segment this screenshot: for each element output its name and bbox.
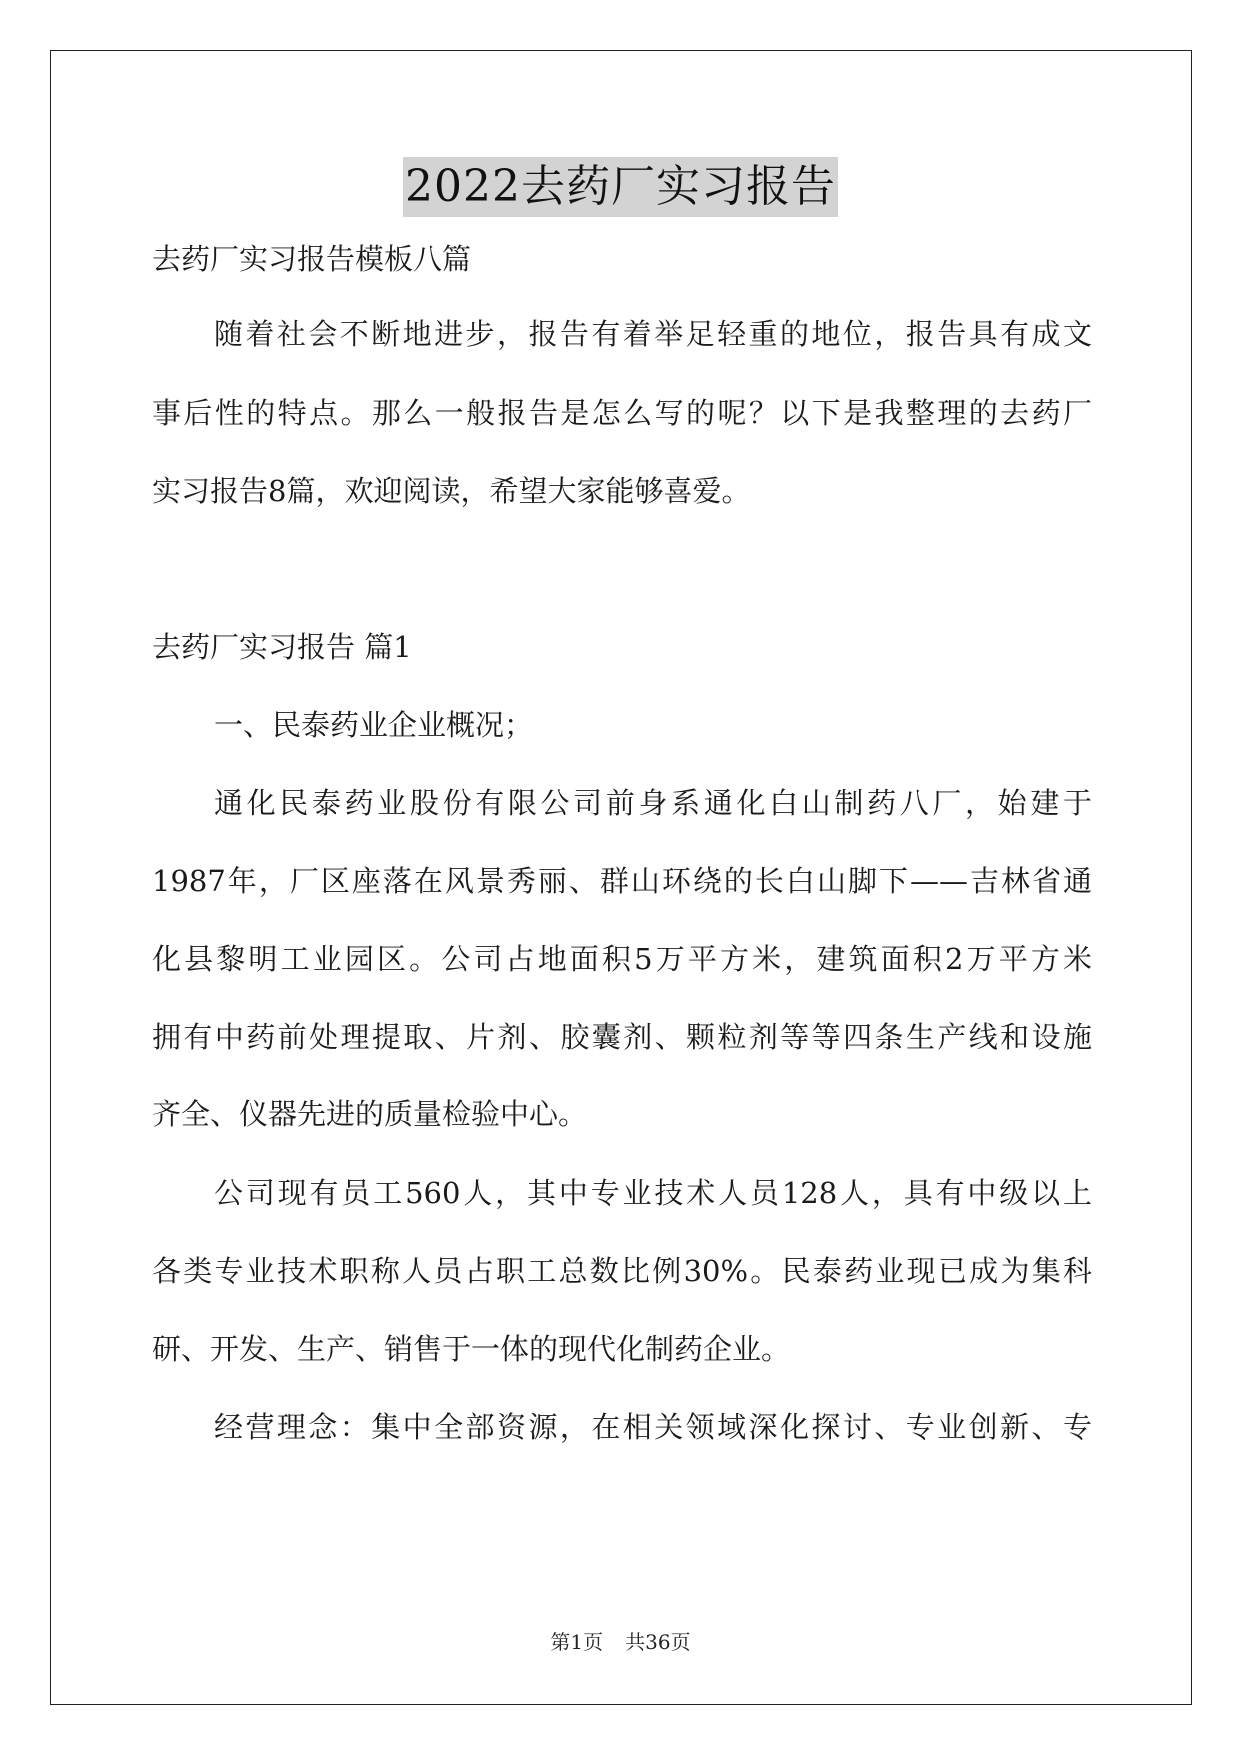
- paragraph-line: 实习报告8篇，欢迎阅读，希望大家能够喜爱。: [152, 474, 751, 508]
- subtitle-line: 去药厂实习报告模板八篇: [152, 242, 472, 276]
- document-title: 2022去药厂实习报告: [403, 157, 838, 217]
- paragraph-line: 化县黎明工业园区。公司占地面积5万平方米，建筑面积2万平方米: [152, 942, 1092, 976]
- paragraph-line: 研、开发、生产、销售于一体的现代化制药企业。: [152, 1332, 791, 1366]
- section-heading: 去药厂实习报告 篇1: [152, 630, 412, 664]
- paragraph-line: 事后性的特点。那么一般报告是怎么写的呢？以下是我整理的去药厂: [152, 396, 1092, 430]
- paragraph-line: 公司现有员工560人，其中专业技术人员128人，具有中级以上: [214, 1176, 1092, 1210]
- paragraph-line: 经营理念：集中全部资源，在相关领域深化探讨、专业创新、专: [214, 1410, 1092, 1444]
- paragraph-line: 拥有中药前处理提取、片剂、胶囊剂、颗粒剂等等四条生产线和设施: [152, 1020, 1092, 1054]
- paragraph-line: 1987年，厂区座落在风景秀丽、群山环绕的长白山脚下——吉林省通: [152, 864, 1092, 898]
- page-total: 共36页: [625, 1630, 691, 1654]
- paragraph-line: 随着社会不断地进步，报告有着举足轻重的地位，报告具有成文: [214, 317, 1092, 351]
- page-number: 第1页: [550, 1630, 604, 1654]
- page-footer: [0, 1630, 1241, 1654]
- title-container: [0, 157, 1241, 217]
- subsection-heading: 一、民泰药业企业概况；: [214, 708, 534, 742]
- paragraph-line: 各类专业技术职称人员占职工总数比例30%。民泰药业现已成为集科: [152, 1254, 1092, 1288]
- paragraph-line: 通化民泰药业股份有限公司前身系通化白山制药八厂，始建于: [214, 786, 1092, 820]
- paragraph-line: 齐全、仪器先进的质量检验中心。: [152, 1097, 588, 1131]
